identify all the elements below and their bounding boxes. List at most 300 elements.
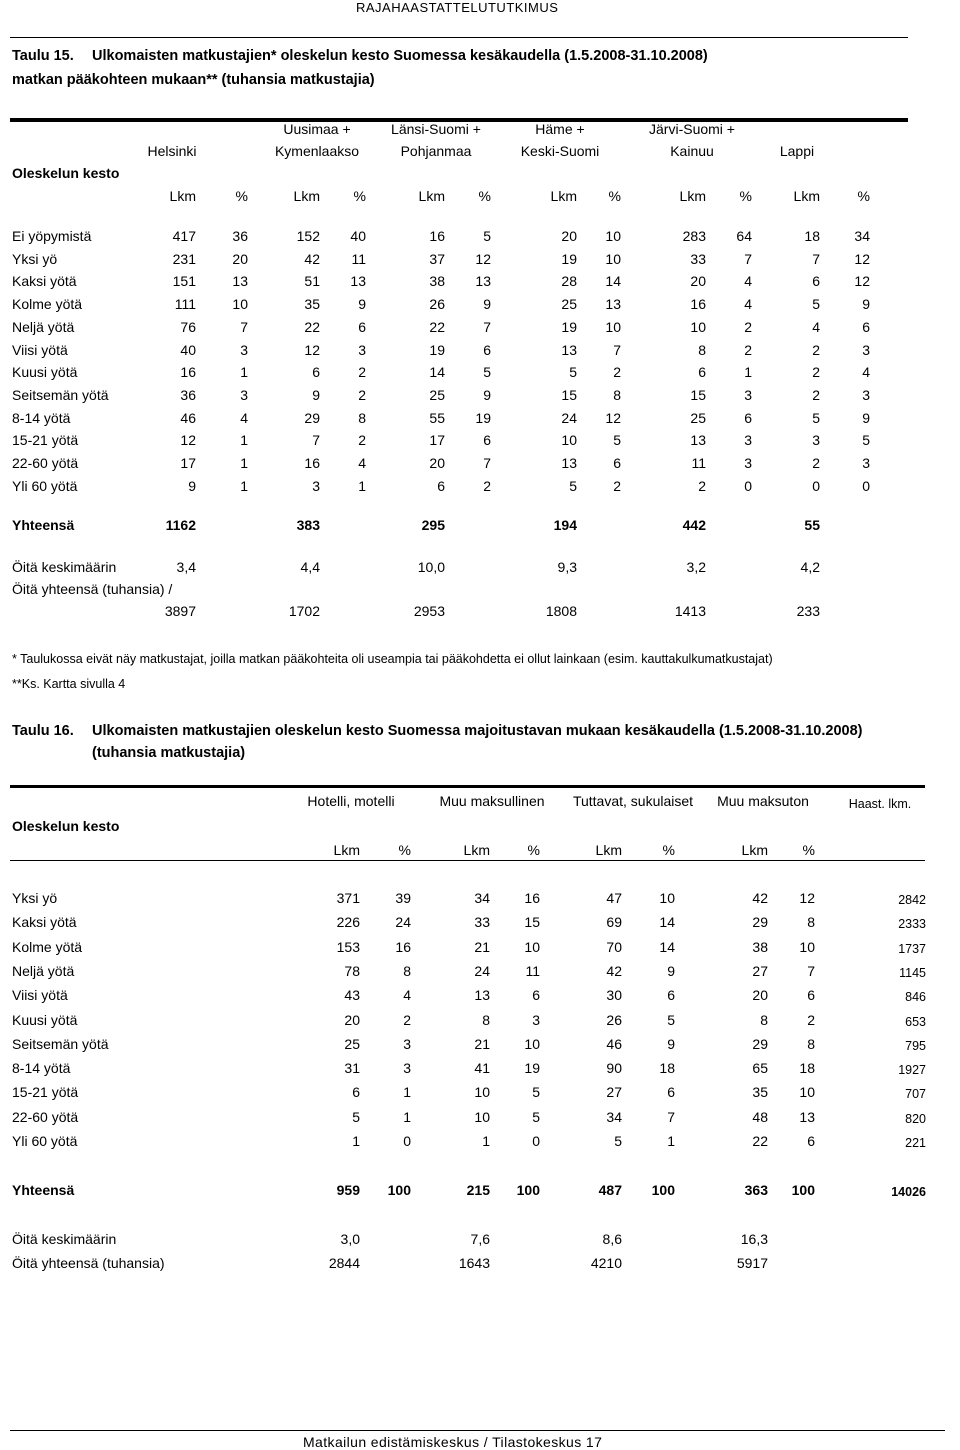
table-cell: 12 [475, 250, 491, 267]
total-nights-value: 1702 [288, 603, 320, 619]
table-cell: 4 [812, 318, 820, 335]
table-cell: 4 [744, 296, 752, 313]
table-cell: 8 [403, 962, 411, 979]
table-cell: 6 [698, 364, 706, 381]
table-cell: 17 [429, 432, 445, 449]
table-cell: 6 [312, 364, 320, 381]
table-cell: 17 [180, 455, 196, 471]
table-cell: 22 [752, 1133, 768, 1149]
table-cell: 46 [606, 1035, 622, 1052]
table-cell: 12 [799, 890, 815, 906]
table-cell: 3 [744, 386, 752, 403]
total-nights-value: 1413 [674, 603, 706, 619]
table-cell: 3 [240, 341, 248, 358]
table-cell: 64 [736, 228, 752, 244]
table-cell: 12 [854, 250, 870, 267]
interview-count: 221 [905, 1136, 926, 1150]
table16-header-rule [10, 860, 925, 861]
total-value: 194 [553, 517, 577, 533]
table-cell: 8 [358, 409, 366, 426]
total-value: 959 [336, 1182, 360, 1198]
table-cell: 283 [682, 228, 706, 244]
table-cell: 4 [403, 987, 411, 1004]
region-header: Kymenlaakso [274, 143, 360, 159]
table-cell: 26 [429, 296, 445, 313]
table-cell: 153 [336, 938, 360, 955]
region-header: Helsinki [147, 143, 197, 159]
table-cell: 19 [429, 341, 445, 358]
table-cell: 12 [854, 273, 870, 290]
table-cell: 5 [352, 1108, 360, 1125]
total-value: 100 [791, 1182, 815, 1198]
table-cell: 9 [862, 296, 870, 313]
total-label: Yhteensä [12, 1182, 75, 1198]
table-cell: 10 [605, 318, 621, 335]
footnote-1: * Taulukossa eivät näy matkustajat, joilla matkan pääkohteita oli useampia tai pääkohdetta ei ollut lainkaan (esim. kauttakulkumatkustajat) [12, 652, 773, 666]
total-value: 383 [296, 517, 320, 533]
interview-count: 1737 [898, 941, 926, 956]
table15-number: Taulu 15. [12, 48, 74, 64]
table-cell: 16 [429, 228, 445, 244]
table-cell: 10 [799, 938, 815, 955]
total-nights-label: Öitä yhteensä (tuhansia) [12, 1255, 165, 1271]
table-cell: 8 [807, 1035, 815, 1052]
table-cell: 3 [403, 1060, 411, 1077]
table-cell: 6 [807, 987, 815, 1004]
interview-count: 795 [905, 1038, 926, 1053]
avg-nights-value: 16,3 [740, 1231, 768, 1247]
avg-nights-value: 4,2 [800, 559, 820, 575]
table-cell: 9 [188, 477, 196, 494]
row-label: Viisi yötä [12, 341, 68, 358]
row-label: Seitsemän yötä [12, 386, 109, 403]
table-cell: 6 [532, 987, 540, 1004]
table-cell: 43 [344, 987, 360, 1004]
table-cell: 34 [606, 1108, 622, 1125]
table-cell: 2 [812, 341, 820, 358]
table-cell: 231 [172, 250, 196, 267]
table-cell: 10 [799, 1084, 815, 1101]
table-cell: 25 [690, 409, 706, 426]
table-cell: 14 [659, 938, 675, 955]
interview-count: 1927 [898, 1063, 926, 1078]
table-cell: 2 [613, 364, 621, 381]
table-cell: 1 [240, 364, 248, 381]
table-cell: 5 [532, 1084, 540, 1101]
table-cell: 42 [752, 890, 768, 906]
table-cell: 27 [752, 962, 768, 979]
table15-title-line2: matkan pääkohteen mukaan** (tuhansia matkustajia) [12, 72, 375, 88]
table-cell: 2 [698, 477, 706, 494]
total-nights-value: 4210 [590, 1255, 622, 1271]
total-value: 295 [421, 517, 445, 533]
table-cell: 38 [752, 938, 768, 955]
table-cell: 1 [403, 1084, 411, 1101]
table-cell: 9 [862, 409, 870, 426]
table-cell: 36 [180, 386, 196, 403]
table-cell: 22 [304, 318, 320, 335]
total-nights-value: 2953 [413, 603, 445, 619]
table-cell: 1 [744, 364, 752, 381]
avg-nights-value: 3,4 [176, 559, 196, 575]
region-header-line1: Länsi-Suomi + [391, 121, 481, 137]
table-cell: 78 [344, 962, 360, 979]
table-cell: 5 [613, 432, 621, 449]
table-cell: 24 [474, 962, 490, 979]
table-cell: 8 [698, 341, 706, 358]
lkm-header: Lkm [595, 842, 622, 858]
table-cell: 1 [240, 477, 248, 494]
table-cell: 2 [358, 364, 366, 381]
table-cell: 76 [180, 318, 196, 335]
table-cell: 13 [474, 987, 490, 1004]
table-cell: 9 [483, 386, 491, 403]
table-cell: 34 [474, 890, 490, 906]
table-cell: 6 [667, 1084, 675, 1101]
table-cell: 13 [232, 273, 248, 290]
table-cell: 3 [862, 455, 870, 471]
table-cell: 2 [812, 386, 820, 403]
table-cell: 42 [606, 962, 622, 979]
avg-nights-value: 7,6 [470, 1231, 490, 1247]
row-label: 22-60 yötä [12, 1108, 79, 1125]
table-cell: 0 [862, 477, 870, 494]
table-cell: 20 [344, 1011, 360, 1028]
pct-header: % [739, 188, 752, 204]
table-cell: 10 [605, 250, 621, 267]
table-cell: 33 [690, 250, 706, 267]
table-cell: 90 [606, 1060, 622, 1077]
table-cell: 2 [807, 1011, 815, 1028]
total-value: 100 [651, 1182, 675, 1198]
table-cell: 5 [569, 477, 577, 494]
total-nights-value: 1643 [458, 1255, 490, 1271]
table-cell: 6 [352, 1084, 360, 1101]
lkm-header: Lkm [169, 188, 196, 204]
table-cell: 111 [174, 296, 196, 313]
region-header-line1: Uusimaa + [283, 121, 351, 137]
avg-nights-value: 4,4 [300, 559, 320, 575]
accommodation-header: Hotelli, motelli [307, 793, 395, 809]
lkm-header: Lkm [418, 188, 445, 204]
row-label: 8-14 yötä [12, 1060, 71, 1077]
table-cell: 6 [744, 409, 752, 426]
table-cell: 226 [336, 914, 360, 931]
lkm-header: Lkm [793, 188, 820, 204]
table-cell: 7 [744, 250, 752, 267]
table-cell: 6 [358, 318, 366, 335]
row-label: Kuusi yötä [12, 1011, 78, 1028]
table-cell: 35 [752, 1084, 768, 1101]
table-cell: 16 [304, 455, 320, 471]
avg-nights-label: Öitä keskimäärin [12, 559, 117, 575]
table-cell: 0 [532, 1133, 540, 1149]
row-label: 15-21 yötä [12, 1084, 79, 1101]
table-cell: 39 [395, 890, 411, 906]
table16-title-line2: (tuhansia matkustajia) [92, 745, 246, 761]
total-nights-value: 2844 [328, 1255, 360, 1271]
table-cell: 18 [659, 1060, 675, 1077]
table-cell: 25 [344, 1035, 360, 1052]
table-cell: 24 [395, 914, 411, 931]
table15-title-line1: Ulkomaisten matkustajien* oleskelun kesto Suomessa kesäkaudella (1.5.2008-31.10.2008) [92, 48, 708, 64]
table-cell: 16 [524, 890, 540, 906]
table-cell: 2 [744, 341, 752, 358]
table15-title [12, 48, 708, 64]
table-cell: 6 [667, 987, 675, 1004]
table-cell: 3 [862, 386, 870, 403]
total-nights-label: Öitä yhteensä (tuhansia) / [12, 581, 173, 597]
row-label: Yli 60 yötä [12, 1133, 78, 1149]
table-cell: 13 [605, 296, 621, 313]
total-value: 100 [387, 1182, 411, 1198]
table-cell: 7 [613, 341, 621, 358]
interview-count: 707 [905, 1087, 926, 1102]
table-cell: 8 [760, 1011, 768, 1028]
region-header: Kainuu [670, 143, 714, 159]
table-cell: 24 [561, 409, 577, 426]
table-cell: 4 [358, 455, 366, 471]
total-label: Yhteensä [12, 517, 75, 533]
table-cell: 20 [561, 228, 577, 244]
table-cell: 1 [482, 1133, 490, 1149]
table-cell: 13 [799, 1108, 815, 1125]
row-label: 8-14 yötä [12, 409, 71, 426]
pct-header: % [662, 842, 675, 858]
avg-nights-value: 9,3 [557, 559, 577, 575]
table-cell: 18 [799, 1060, 815, 1077]
table-cell: 9 [483, 296, 491, 313]
table-cell: 7 [667, 1108, 675, 1125]
table-cell: 29 [752, 914, 768, 931]
total-nights-value: 233 [796, 603, 820, 619]
table-cell: 15 [690, 386, 706, 403]
table-cell: 152 [296, 228, 320, 244]
table-cell: 11 [525, 962, 540, 979]
table-cell: 13 [561, 455, 577, 471]
total-nights-value: 1808 [545, 603, 577, 619]
table-cell: 4 [862, 364, 870, 381]
interview-count: 2333 [898, 917, 926, 932]
interview-count: 2842 [898, 893, 926, 907]
row-label: Kaksi yötä [12, 273, 77, 290]
lkm-header: Lkm [679, 188, 706, 204]
interview-count: 820 [905, 1111, 926, 1126]
table-cell: 70 [606, 938, 622, 955]
table-cell: 28 [561, 273, 577, 290]
total-nights-value: 3897 [164, 603, 196, 619]
table-cell: 13 [561, 341, 577, 358]
table-cell: 12 [180, 432, 196, 449]
table-cell: 10 [561, 432, 577, 449]
table-cell: 8 [613, 386, 621, 403]
row-label: Yksi yö [12, 890, 58, 906]
table-cell: 46 [180, 409, 196, 426]
avg-nights-label: Öitä keskimäärin [12, 1231, 117, 1247]
table-cell: 25 [561, 296, 577, 313]
table-cell: 4 [744, 273, 752, 290]
region-header-line1: Häme + [535, 121, 585, 137]
table-cell: 37 [429, 250, 445, 267]
pct-header: % [527, 842, 540, 858]
table-cell: 40 [350, 228, 366, 244]
table-cell: 2 [358, 432, 366, 449]
table-cell: 1 [667, 1133, 675, 1149]
avg-nights-value: 8,6 [602, 1231, 622, 1247]
table-cell: 417 [172, 228, 196, 244]
region-header: Lappi [779, 143, 815, 159]
table-cell: 19 [561, 318, 577, 335]
header-rule [10, 37, 908, 38]
table-cell: 21 [474, 1035, 490, 1052]
table-cell: 10 [659, 890, 675, 906]
row-header: Oleskelun kesto [12, 818, 120, 834]
table-cell: 10 [474, 1084, 490, 1101]
table-cell: 6 [812, 273, 820, 290]
table-cell: 14 [659, 914, 675, 931]
table-cell: 1 [358, 477, 366, 494]
table-cell: 7 [807, 962, 815, 979]
table-cell: 2 [403, 1011, 411, 1028]
table-cell: 20 [232, 250, 248, 267]
region-header: Keski-Suomi [520, 143, 600, 159]
table-cell: 20 [429, 455, 445, 471]
row-label: Seitsemän yötä [12, 1035, 109, 1052]
table-cell: 25 [429, 386, 445, 403]
interview-count: 846 [905, 990, 926, 1005]
table-cell: 5 [862, 432, 870, 449]
lkm-header: Lkm [333, 842, 360, 858]
table-cell: 19 [524, 1060, 540, 1077]
total-value: 442 [682, 517, 706, 533]
table-cell: 5 [483, 364, 491, 381]
table-cell: 10 [690, 318, 706, 335]
table-cell: 15 [524, 914, 540, 931]
table-cell: 2 [812, 364, 820, 381]
row-label: Ei yöpymistä [12, 228, 92, 244]
lkm-header: Lkm [550, 188, 577, 204]
region-header: Pohjanmaa [400, 143, 472, 159]
avg-nights-value: 3,2 [686, 559, 706, 575]
footer-rule [10, 1430, 945, 1431]
table-cell: 12 [304, 341, 320, 358]
table-cell: 5 [483, 228, 491, 244]
table-cell: 20 [690, 273, 706, 290]
total-nights-value: 5917 [736, 1255, 768, 1271]
table-cell: 2 [744, 318, 752, 335]
table-cell: 36 [232, 228, 248, 244]
row-label: Neljä yötä [12, 318, 75, 335]
table-cell: 11 [351, 250, 366, 267]
table-cell: 371 [336, 890, 360, 906]
table-cell: 3 [532, 1011, 540, 1028]
table-cell: 6 [807, 1133, 815, 1149]
table-cell: 1 [403, 1108, 411, 1125]
table16-number: Taulu 16. [12, 723, 74, 739]
total-value: 215 [466, 1182, 490, 1198]
table-cell: 22 [429, 318, 445, 335]
lkm-header: Lkm [463, 842, 490, 858]
table-cell: 7 [483, 318, 491, 335]
interview-count-header: Haast. lkm. [848, 797, 912, 811]
row-label: Kaksi yötä [12, 914, 77, 931]
interview-count: 653 [905, 1014, 926, 1029]
row-label: 15-21 yötä [12, 432, 79, 449]
table-cell: 6 [437, 477, 445, 494]
table-cell: 19 [475, 409, 491, 426]
table-cell: 1 [352, 1133, 360, 1149]
row-label: Kolme yötä [12, 938, 83, 955]
table-cell: 3 [240, 386, 248, 403]
accommodation-header: Muu maksuton [717, 793, 809, 809]
table-cell: 6 [483, 341, 491, 358]
table-cell: 19 [561, 250, 577, 267]
row-label: 22-60 yötä [12, 455, 79, 471]
table-cell: 55 [429, 409, 445, 426]
table-cell: 29 [304, 409, 320, 426]
table-cell: 3 [403, 1035, 411, 1052]
table-cell: 2 [613, 477, 621, 494]
row-label: Kuusi yötä [12, 364, 78, 381]
table-cell: 5 [812, 296, 820, 313]
row-label: Yli 60 yötä [12, 477, 78, 494]
table-cell: 29 [752, 1035, 768, 1052]
total-value: 363 [744, 1182, 768, 1198]
total-value: 100 [516, 1182, 540, 1198]
table-cell: 13 [690, 432, 706, 449]
table-cell: 2 [812, 455, 820, 471]
table-cell: 26 [606, 1011, 622, 1028]
table-cell: 10 [474, 1108, 490, 1125]
table-cell: 10 [232, 296, 248, 313]
table-cell: 1 [240, 432, 248, 449]
table-cell: 6 [613, 455, 621, 471]
table-cell: 13 [475, 273, 491, 290]
table-cell: 14 [429, 364, 445, 381]
total-value: 1162 [165, 517, 196, 533]
table-cell: 7 [312, 432, 320, 449]
table-cell: 1 [240, 455, 248, 471]
table-cell: 13 [350, 273, 366, 290]
table-cell: 47 [606, 890, 622, 906]
table-cell: 9 [358, 296, 366, 313]
table16-title-line1: Ulkomaisten matkustajien oleskelun kesto Suomessa majoitustavan mukaan kesäkaudella (1.5.2008-31.10.2008) [92, 723, 863, 739]
row-label: Kolme yötä [12, 296, 83, 313]
table-cell: 38 [429, 273, 445, 290]
table-cell: 42 [304, 250, 320, 267]
table-cell: 27 [606, 1084, 622, 1101]
pct-header: % [398, 842, 411, 858]
table-cell: 6 [862, 318, 870, 335]
table-cell: 2 [483, 477, 491, 494]
table-cell: 9 [667, 1035, 675, 1052]
table-cell: 5 [532, 1108, 540, 1125]
table-cell: 2 [358, 386, 366, 403]
table-cell: 3 [744, 455, 752, 471]
pct-header: % [353, 188, 366, 204]
table-cell: 51 [304, 273, 320, 290]
table-cell: 5 [812, 409, 820, 426]
table-cell: 5 [569, 364, 577, 381]
table-cell: 16 [690, 296, 706, 313]
table-cell: 35 [304, 296, 320, 313]
table-cell: 0 [744, 477, 752, 494]
table-cell: 10 [524, 938, 540, 955]
table-cell: 65 [752, 1060, 768, 1077]
table-cell: 9 [667, 962, 675, 979]
total-value: 487 [598, 1182, 622, 1198]
table-cell: 8 [482, 1011, 490, 1028]
